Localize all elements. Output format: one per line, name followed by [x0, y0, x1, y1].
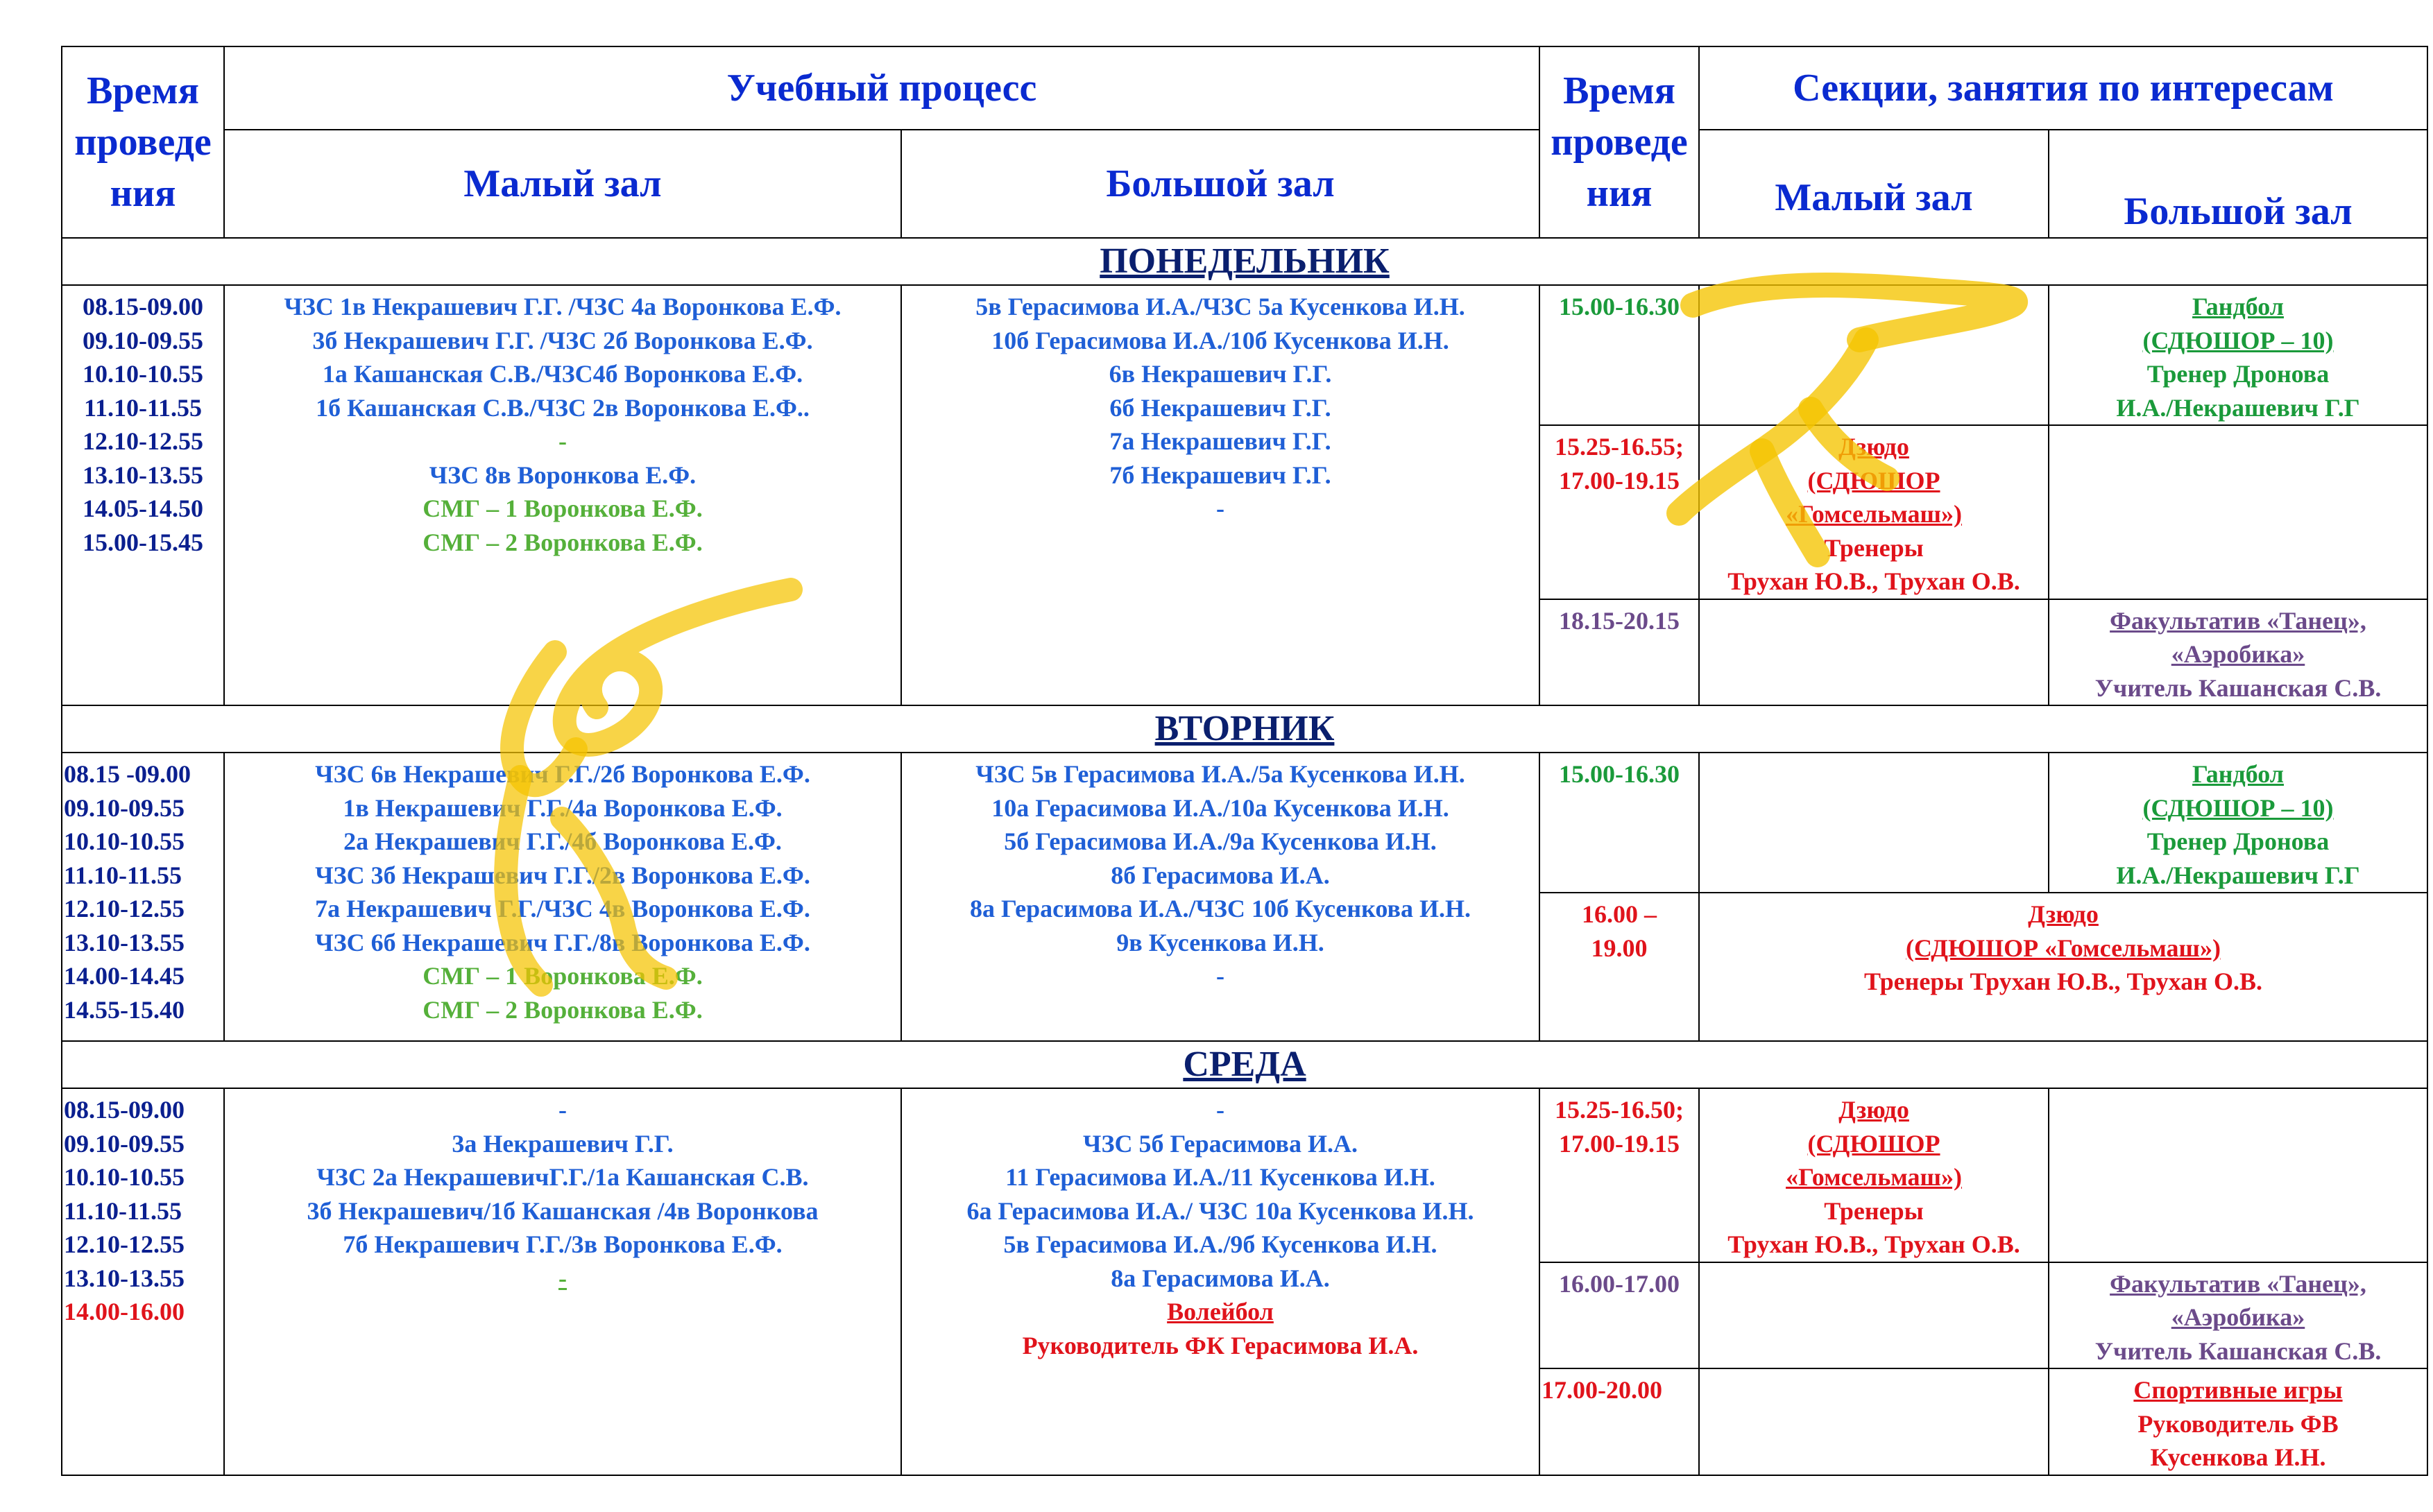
tuesday-section1-small	[1699, 753, 2049, 893]
wednesday-section3-small	[1699, 1368, 2049, 1475]
wednesday-section2-small	[1699, 1262, 2049, 1369]
wednesday-section3-big: Спортивные игры Руководитель ФВ Кусенкова И.Н.	[2049, 1368, 2427, 1475]
day-title-monday: ПОНЕДЕЛЬНИК	[62, 238, 2427, 285]
schedule-table	[61, 46, 2428, 1476]
sections-big-hall-header: Большой зал	[2049, 130, 2427, 238]
study-process-header: Учебный процесс	[224, 46, 1539, 130]
wednesday-section2-time: 16.00-17.00	[1539, 1262, 1699, 1369]
wednesday-section1-small: Дзюдо (СДЮШОР «Гомсельмаш») Тренеры Трухан Ю.В., Трухан О.В.	[1699, 1088, 2049, 1262]
day-title-tuesday: ВТОРНИК	[62, 705, 2427, 753]
tuesday-section1-time: 15.00-16.30	[1539, 753, 1699, 893]
tuesday-times: 08.15 -09.00 09.10-09.55 10.10-10.55 11.10-11.55 12.10-12.55 13.10-13.55 14.00-14.45 14.55-15.40	[62, 753, 224, 1041]
monday-big-hall: 5в Герасимова И.А./ЧЗС 5а Кусенкова И.Н. 10б Герасимова И.А./10б Кусенкова И.Н. 6в Некрашевич Г.Г. 6б Некрашевич Г.Г. 7а Некрашевич Г.Г. 7б Некрашевич Г.Г. -	[901, 285, 1539, 705]
wednesday-small-hall: - 3а Некрашевич Г.Г. ЧЗС 2а НекрашевичГ.Г./1а Кашанская С.В. 3б Некрашевич/1б Кашанская /4в Воронкова 7б Некрашевич Г.Г./3в Воронкова Е.Ф. -	[224, 1088, 901, 1475]
monday-section1-big: Гандбол (СДЮШОР – 10) Тренер Дронова И.А./Некрашевич Г.Г	[2049, 285, 2427, 425]
time-header-2: Время проведе ния	[1539, 46, 1699, 238]
time-header: Время проведе ния	[62, 46, 224, 238]
monday-section1-small	[1699, 285, 2049, 425]
sections-small-hall-header: Малый зал	[1699, 130, 2049, 238]
tuesday-section2-time: 16.00 – 19.00	[1539, 893, 1699, 1041]
big-hall-header: Большой зал	[901, 130, 1539, 238]
monday-section3-small	[1699, 599, 2049, 706]
wednesday-section1-time: 15.25-16.50; 17.00-19.15	[1539, 1088, 1699, 1262]
day-title-wednesday: СРЕДА	[62, 1041, 2427, 1088]
schedule-page	[61, 46, 2427, 1476]
wednesday-big-hall: - ЧЗС 5б Герасимова И.А. 11 Герасимова И.А./11 Кусенкова И.Н. 6а Герасимова И.А./ ЧЗС 10а Кусенкова И.Н. 5в Герасимова И.А./9б Кусенкова И.Н. 8а Герасимова И.А. Волейбол Руководитель ФК Герасимова И.А.	[901, 1088, 1539, 1475]
monday-section2-time: 15.25-16.55; 17.00-19.15	[1539, 425, 1699, 599]
wednesday-section2-big: Факультатив «Танец», «Аэробика» Учитель Кашанская С.В.	[2049, 1262, 2427, 1369]
monday-section2-big	[2049, 425, 2427, 599]
monday-small-hall: ЧЗС 1в Некрашевич Г.Г. /ЧЗС 4а Воронкова Е.Ф. 3б Некрашевич Г.Г. /ЧЗС 2б Воронкова Е.Ф. 1а Кашанская С.В./ЧЗС4б Воронкова Е.Ф. 1б Кашанская С.В./ЧЗС 2в Воронкова Е.Ф.. - ЧЗС 8в Воронкова Е.Ф. СМГ – 1 Воронкова Е.Ф. СМГ – 2 Воронкова Е.Ф.	[224, 285, 901, 705]
small-hall-header: Малый зал	[224, 130, 901, 238]
wednesday-section1-big	[2049, 1088, 2427, 1262]
monday-section3-time: 18.15-20.15	[1539, 599, 1699, 706]
tuesday-big-hall: ЧЗС 5в Герасимова И.А./5а Кусенкова И.Н. 10а Герасимова И.А./10а Кусенкова И.Н. 5б Герасимова И.А./9а Кусенкова И.Н. 8б Герасимова И.А. 8а Герасимова И.А./ЧЗС 10б Кусенкова И.Н. 9в Кусенкова И.Н. -	[901, 753, 1539, 1041]
tuesday-small-hall: ЧЗС 6в Некрашевич Г.Г./2б Воронкова Е.Ф. 1в Некрашевич Г.Г./4а Воронкова Е.Ф. 2а Некрашевич Г.Г./4б Воронкова Е.Ф. ЧЗС 3б Некрашевич Г.Г./2в Воронкова Е.Ф. 7а Некрашевич Г.Г./ЧЗС 4в Воронкова Е.Ф. ЧЗС 6б Некрашевич Г.Г./8в Воронкова Е.Ф. СМГ – 1 Воронкова Е.Ф. СМГ – 2 Воронкова Е.Ф.	[224, 753, 901, 1041]
monday-section1-time: 15.00-16.30	[1539, 285, 1699, 425]
monday-times: 08.15-09.00 09.10-09.55 10.10-10.55 11.10-11.55 12.10-12.55 13.10-13.55 14.05-14.50 15.00-15.45	[62, 285, 224, 705]
wednesday-section3-time: 17.00-20.00	[1539, 1368, 1699, 1475]
monday-section2-small: Дзюдо (СДЮШОР «Гомсельмаш») Тренеры Трухан Ю.В., Трухан О.В.	[1699, 425, 2049, 599]
tuesday-section1-big: Гандбол (СДЮШОР – 10) Тренер Дронова И.А./Некрашевич Г.Г	[2049, 753, 2427, 893]
wednesday-times: 08.15-09.00 09.10-09.55 10.10-10.55 11.10-11.55 12.10-12.55 13.10-13.55 14.00-16.00	[62, 1088, 224, 1475]
tuesday-section2-merged: Дзюдо (СДЮШОР «Гомсельмаш») Тренеры Трухан Ю.В., Трухан О.В.	[1699, 893, 2427, 1041]
sections-header: Секции, занятия по интересам	[1699, 46, 2427, 130]
monday-section3-big: Факультатив «Танец», «Аэробика» Учитель Кашанская С.В.	[2049, 599, 2427, 706]
